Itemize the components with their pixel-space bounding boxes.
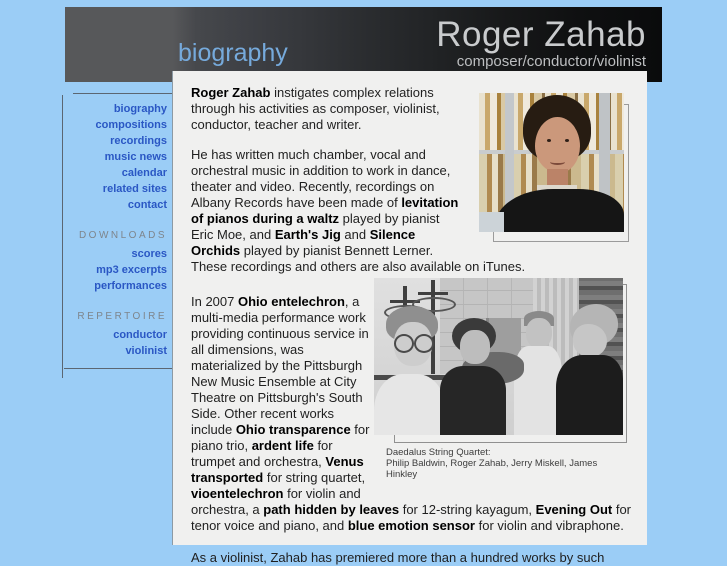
sidebar-item-scores[interactable]: scores xyxy=(131,248,167,260)
quartet-member-2-shirt xyxy=(440,366,506,435)
quartet-member-4-face xyxy=(573,324,607,357)
sidebar-item-biography[interactable]: biography xyxy=(113,103,167,115)
sidebar-item-recordings[interactable]: recordings xyxy=(110,135,167,147)
sidebar-heading-downloads: DOWNLOADS xyxy=(78,230,167,241)
sidebar-item-related-sites[interactable]: related sites xyxy=(102,183,167,195)
caption-line-1: Daedalus String Quartet: xyxy=(386,447,491,458)
quartet-member-2-face xyxy=(460,330,490,364)
portrait-eye-right xyxy=(565,139,569,142)
content-panel xyxy=(172,71,647,565)
sidebar-item-conductor[interactable]: conductor xyxy=(113,329,167,341)
paragraph-intro: Roger Zahab instigates complex relations through his activities as composer, violinist, conductor, teacher and writer. xyxy=(191,85,440,132)
paragraph-recordings: He has written much chamber, vocal and orchestral music in addition to work in dance, theater and video. Recently, recordings on Albany Records have been made of levitation of pianos during a waltz played by pianist Eric Moe, and Earth's Jig and Silence Orchids played by pianist Bennett Lerner. These recordings and others are also available on iTunes. xyxy=(191,147,526,274)
quartet-photo-wrap xyxy=(374,278,623,480)
page-title: biography xyxy=(178,39,288,67)
quartet-member-1-glasses-left xyxy=(394,334,414,353)
sidebar-item-compositions[interactable]: compositions xyxy=(95,119,167,131)
portrait-photo xyxy=(479,93,624,232)
paragraph-recent-works: In 2007 Ohio entelechron, a multi-media performance work providing continuous service in all dimensions, was materialized by the Pittsburgh New Music Ensemble at City Theatre on Pittsburgh's South Side. Other recent works include Ohio transparence for piano trio, ardent life for trumpet and orchestra, Venus transported for string quartet, vioentelechron for violin and orchestra, a path hidden by leaves for 12-string kayagum, Evening Out for tenor voice and piano, and blue emotion sensor for violin and vibraphone. xyxy=(191,294,632,533)
sidebar-frame-bottom xyxy=(64,368,172,369)
portrait-corner-detail xyxy=(479,212,504,232)
site-title: Roger Zahab xyxy=(436,15,646,54)
caption-line-2: Philip Baldwin, Roger Zahab, Jerry Miskell, James Hinkley xyxy=(386,458,598,480)
site-subtitle: composer/conductor/violinist xyxy=(456,53,646,70)
sidebar-frame-top xyxy=(73,93,172,94)
sidebar-item-calendar[interactable]: calendar xyxy=(121,167,167,179)
sidebar-item-music-news[interactable]: music news xyxy=(104,151,167,163)
quartet-member-3-face xyxy=(526,318,552,348)
quartet-member-4-shirt xyxy=(556,355,623,435)
portrait-eye-left xyxy=(547,139,551,142)
sidebar-item-performances[interactable]: performances xyxy=(94,280,167,292)
portrait-photo-wrap xyxy=(479,93,624,240)
quartet-photo xyxy=(374,278,623,435)
paragraph-violinist: As a violinist, Zahab has premiered more than a hundred works by such xyxy=(191,550,605,565)
sidebar-heading-repertoire: REPERTOIRE xyxy=(77,311,167,322)
lamp-arm-2 xyxy=(418,292,448,295)
sidebar-item-contact[interactable]: contact xyxy=(127,199,167,211)
sidebar-item-violinist[interactable]: violinist xyxy=(125,345,167,357)
quartet-member-1-shirt xyxy=(374,374,446,435)
sidebar-item-mp3-excerpts[interactable]: mp3 excerpts xyxy=(96,264,167,276)
quartet-member-1-glasses-right xyxy=(414,334,434,353)
portrait-smile xyxy=(550,159,565,165)
biography-text xyxy=(191,85,637,566)
sidebar-nav xyxy=(62,101,167,359)
